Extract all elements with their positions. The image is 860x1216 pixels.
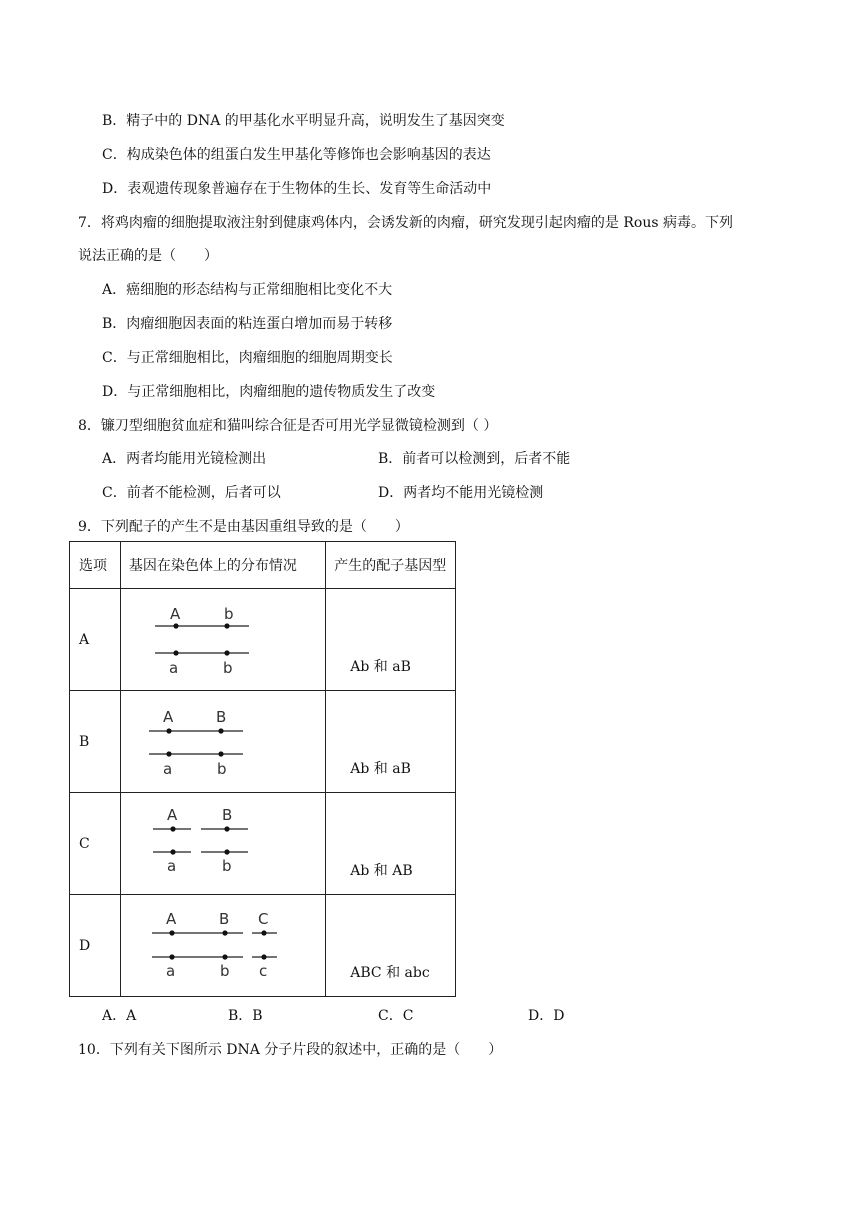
chromosome-diagram-a: [120, 589, 325, 691]
q8-option-a[interactable]: A．两者均能用光镜检测出: [102, 451, 267, 467]
q6-option-b[interactable]: B．精子中的 DNA 的甲基化水平明显升高，说明发生了基因突变: [102, 113, 505, 129]
allele-label: b: [216, 759, 227, 778]
q8-option-b[interactable]: B．前者可以检测到，后者不能: [378, 451, 571, 467]
allele-label: b: [223, 604, 234, 623]
allele-label: a: [168, 658, 179, 677]
gene-distribution-table: [69, 541, 456, 997]
q9-stem: 9．下列配子的产生不是由基因重组导致的是（ ）: [78, 519, 409, 535]
row-option-label: B: [70, 691, 121, 793]
q8-option-c[interactable]: C．前者不能检测，后者可以: [102, 485, 281, 501]
row-option-label: A: [70, 589, 121, 691]
allele-label: a: [165, 961, 176, 980]
allele-label: C: [257, 909, 269, 928]
allele-label: b: [219, 961, 230, 980]
q7-option-b[interactable]: B．肉瘤细胞因表面的粘连蛋白增加而易于转移: [102, 316, 393, 332]
q7-option-d[interactable]: D．与正常细胞相比，肉瘤细胞的遗传物质发生了改变: [102, 384, 436, 400]
gamete-genotype-cell: [326, 691, 456, 793]
header-gamete-genotype: 产生的配子基因型: [326, 542, 456, 589]
allele-label: a: [162, 759, 173, 778]
q9-option-b[interactable]: B．B: [228, 1008, 263, 1024]
gamete-genotype-cell: [326, 895, 456, 997]
allele-label: B: [215, 707, 227, 726]
gamete-genotype-cell: [326, 793, 456, 895]
table-row: [70, 793, 456, 895]
gamete-genotype: Ab 和 aB: [350, 658, 411, 675]
header-option: 选项: [70, 542, 121, 589]
table-row: [70, 691, 456, 793]
allele-label: A: [166, 805, 178, 824]
allele-label: B: [218, 909, 230, 928]
table-row: [70, 895, 456, 997]
q9-option-d[interactable]: D．D: [528, 1008, 565, 1024]
row-option-label: C: [70, 793, 121, 895]
allele-label: a: [166, 856, 177, 875]
q6-option-d[interactable]: D．表观遗传现象普遍存在于生物体的生长、发育等生命活动中: [102, 181, 492, 197]
q7-stem-line2: 说法正确的是（ ）: [78, 248, 218, 264]
table-row: [70, 589, 456, 691]
chromosome-diagram-d: [120, 895, 325, 997]
q7-option-c[interactable]: C．与正常细胞相比，肉瘤细胞的细胞周期变长: [102, 350, 393, 366]
allele-label: b: [221, 856, 232, 875]
q9-option-a[interactable]: A．A: [102, 1008, 137, 1024]
q10-stem: 10．下列有关下图所示 DNA 分子片段的叙述中，正确的是（ ）: [78, 1042, 503, 1058]
allele-label: A: [169, 604, 181, 623]
header-gene-distribution: 基因在染色体上的分布情况: [120, 542, 325, 589]
allele-label: A: [162, 707, 174, 726]
gamete-genotype-cell: [326, 589, 456, 691]
q7-stem-line1: 7．将鸡肉瘤的细胞提取液注射到健康鸡体内，会诱发新的肉瘤，研究发现引起肉瘤的是 Rous 病毒。下列: [78, 215, 733, 231]
row-option-label: D: [70, 895, 121, 997]
gamete-genotype: Ab 和 AB: [350, 862, 413, 879]
q6-option-c[interactable]: C．构成染色体的组蛋白发生甲基化等修饰也会影响基因的表达: [102, 147, 491, 163]
allele-label: b: [222, 658, 233, 677]
q9-option-c[interactable]: C．C: [378, 1008, 414, 1024]
chromosome-diagram-c: [120, 793, 325, 895]
q7-option-a[interactable]: A．癌细胞的形态结构与正常细胞相比变化不大: [102, 282, 393, 298]
table-header-row: [70, 542, 456, 589]
chromosome-diagram-b: [120, 691, 325, 793]
q8-stem: 8．镰刀型细胞贫血症和猫叫综合征是否可用光学显微镜检测到（ ）: [78, 418, 498, 434]
allele-label: c: [258, 961, 268, 980]
gamete-genotype: ABC 和 abc: [350, 964, 430, 981]
allele-label: A: [165, 909, 177, 928]
allele-label: B: [221, 805, 233, 824]
gamete-genotype: Ab 和 aB: [350, 760, 411, 777]
q8-option-d[interactable]: D．两者均不能用光镜检测: [378, 485, 544, 501]
